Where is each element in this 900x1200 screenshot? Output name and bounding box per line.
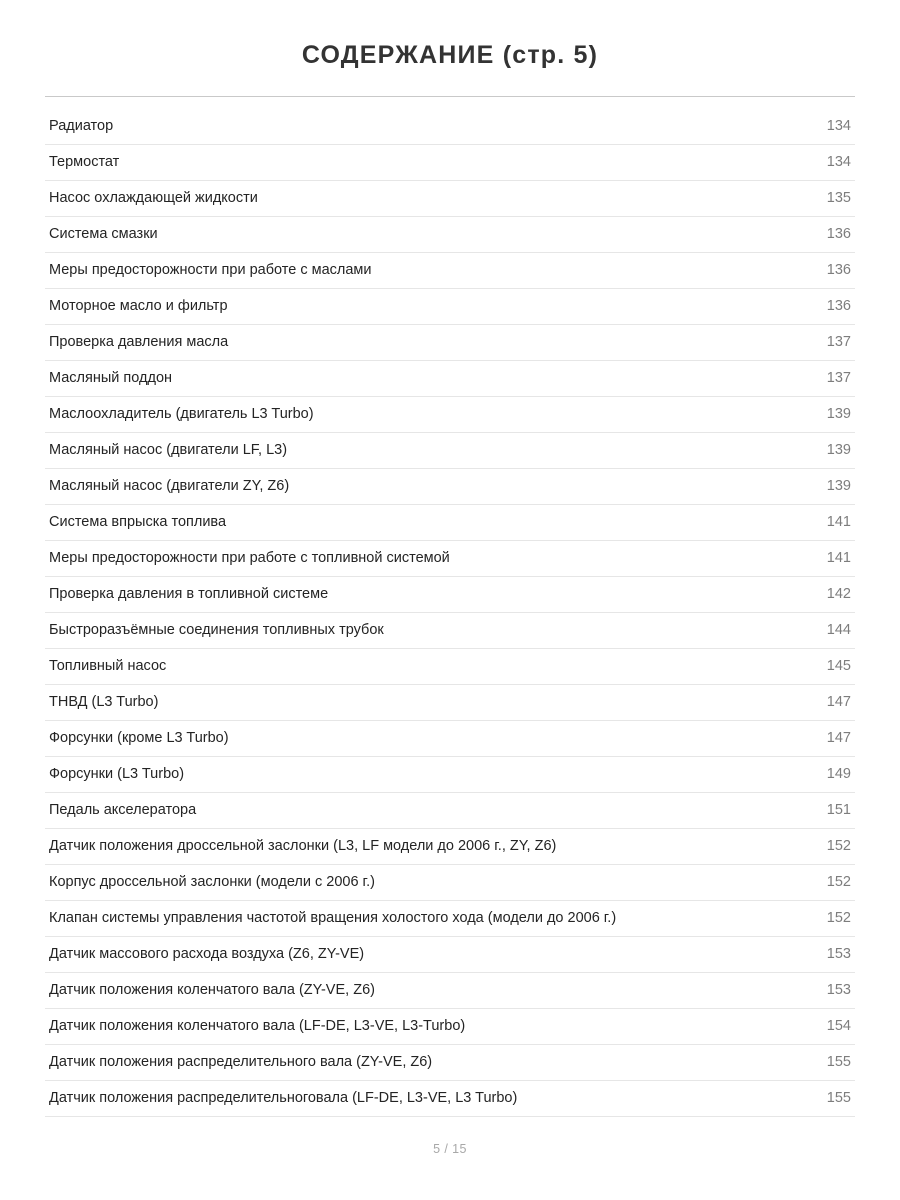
toc-entry-row[interactable]: [45, 1081, 855, 1117]
page-title: СОДЕРЖАНИЕ (стр. 5): [301, 41, 599, 69]
toc-entry-page-number: 144: [826, 622, 851, 639]
toc-entry-page-number: 135: [826, 190, 851, 207]
toc-entry-page-number: 152: [826, 838, 851, 855]
toc-entry-title: Масляный поддон: [49, 370, 173, 387]
toc-entry-page-number: 152: [826, 874, 851, 891]
toc-entry-row[interactable]: [45, 1009, 855, 1045]
toc-entry-row[interactable]: [45, 685, 855, 721]
table-of-contents: [45, 109, 855, 1117]
toc-entry-title: Масляный насос (двигатели ZY, Z6): [49, 478, 290, 495]
toc-entry-page-number: 153: [826, 946, 851, 963]
toc-entry-row[interactable]: [45, 469, 855, 505]
toc-entry-row[interactable]: [45, 1045, 855, 1081]
toc-entry-title: Датчик положения распределительноговала (LF-DE, L3-VE, L3 Turbo): [49, 1090, 518, 1107]
toc-entry-page-number: 147: [826, 694, 851, 711]
toc-entry-title: Клапан системы управления частотой вращения холостого хода (модели до 2006 г.): [49, 910, 617, 927]
toc-entry-title: Система впрыска топлива: [49, 514, 227, 531]
toc-entry-title: Форсунки (L3 Turbo): [49, 766, 185, 783]
toc-entry-page-number: 136: [826, 226, 851, 243]
toc-entry-title: Радиатор: [49, 118, 114, 134]
toc-entry-row[interactable]: [45, 757, 855, 793]
toc-entry-title: Меры предосторожности при работе с маслами: [49, 262, 372, 279]
toc-entry-row[interactable]: [45, 289, 855, 325]
toc-entry-page-number: 137: [826, 370, 851, 387]
toc-entry-title: Датчик положения коленчатого вала (LF-DE, L3-VE, L3-Turbo): [49, 1018, 466, 1035]
toc-entry-row[interactable]: [45, 541, 855, 577]
toc-entry-row[interactable]: [45, 217, 855, 253]
toc-entry-row[interactable]: [45, 865, 855, 901]
toc-entry-page-number: 145: [826, 658, 851, 675]
toc-entry-page-number: 152: [826, 910, 851, 927]
toc-entry-row[interactable]: [45, 829, 855, 865]
toc-entry-page-number: 151: [826, 802, 851, 819]
toc-entry-title: Топливный насос: [49, 658, 167, 675]
toc-entry-row[interactable]: [45, 433, 855, 469]
toc-entry-title: Проверка давления масла: [49, 334, 229, 351]
toc-entry-row[interactable]: [45, 181, 855, 217]
toc-entry-row[interactable]: [45, 577, 855, 613]
page-footer: 5 / 15: [433, 1142, 467, 1156]
toc-entry-title: Проверка давления в топливной системе: [49, 586, 329, 603]
toc-entry-page-number: 136: [826, 298, 851, 315]
toc-entry-title: Термостат: [49, 154, 120, 171]
toc-entry-row[interactable]: [45, 325, 855, 361]
toc-entry-page-number: 141: [826, 550, 851, 567]
toc-entry-row[interactable]: [45, 253, 855, 289]
toc-entry-page-number: 134: [826, 154, 851, 171]
toc-entry-page-number: 141: [826, 514, 851, 531]
toc-entry-title: Масляный насос (двигатели LF, L3): [49, 442, 288, 459]
toc-entry-row[interactable]: [45, 973, 855, 1009]
toc-entry-row[interactable]: [45, 361, 855, 397]
toc-entry-title: Меры предосторожности при работе с топливной системой: [49, 550, 450, 567]
toc-entry-page-number: 154: [826, 1018, 851, 1035]
toc-entry-page-number: 139: [826, 478, 851, 495]
toc-entry-page-number: 155: [826, 1054, 851, 1071]
toc-entry-title: Педаль акселератора: [49, 802, 197, 819]
toc-entry-page-number: 139: [826, 406, 851, 423]
toc-entry-title: Моторное масло и фильтр: [49, 298, 228, 315]
toc-entry-title: Корпус дроссельной заслонки (модели с 2006 г.): [49, 874, 375, 891]
toc-entry-row[interactable]: [45, 109, 855, 145]
toc-entry-title: Датчик положения распределительного вала (ZY-VE, Z6): [49, 1054, 433, 1071]
toc-entry-page-number: 153: [826, 982, 851, 999]
toc-entry-title: Быстроразъёмные соединения топливных трубок: [49, 622, 384, 639]
toc-entry-row[interactable]: [45, 901, 855, 937]
toc-entry-row[interactable]: [45, 937, 855, 973]
toc-entry-title: Система смазки: [49, 226, 158, 243]
toc-entry-row[interactable]: [45, 397, 855, 433]
toc-entry-page-number: 137: [826, 334, 851, 351]
toc-entry-title: Насос охлаждающей жидкости: [49, 190, 258, 207]
toc-entry-page-number: 142: [826, 586, 851, 603]
toc-entry-row[interactable]: [45, 649, 855, 685]
toc-entry-title: Датчик массового расхода воздуха (Z6, ZY-VE): [49, 946, 365, 963]
toc-entry-row[interactable]: [45, 145, 855, 181]
toc-entry-page-number: 149: [826, 766, 851, 783]
toc-entry-row[interactable]: [45, 721, 855, 757]
toc-entry-row[interactable]: [45, 793, 855, 829]
toc-entry-page-number: 136: [826, 262, 851, 279]
toc-entry-title: ТНВД (L3 Turbo): [49, 694, 159, 711]
toc-entry-page-number: 139: [826, 442, 851, 459]
header-divider: [45, 96, 855, 97]
toc-entry-page-number: 147: [826, 730, 851, 747]
toc-entry-title: Датчик положения коленчатого вала (ZY-VE, Z6): [49, 982, 375, 999]
toc-entry-row[interactable]: [45, 613, 855, 649]
toc-entry-title: Форсунки (кроме L3 Turbo): [49, 730, 229, 747]
toc-entry-title: Маслоохладитель (двигатель L3 Turbo): [49, 406, 314, 423]
toc-entry-title: Датчик положения дроссельной заслонки (L3, LF модели до 2006 г., ZY, Z6): [49, 838, 557, 855]
toc-entry-page-number: 155: [826, 1090, 851, 1107]
toc-entry-page-number: 134: [826, 118, 851, 134]
toc-entry-row[interactable]: [45, 505, 855, 541]
